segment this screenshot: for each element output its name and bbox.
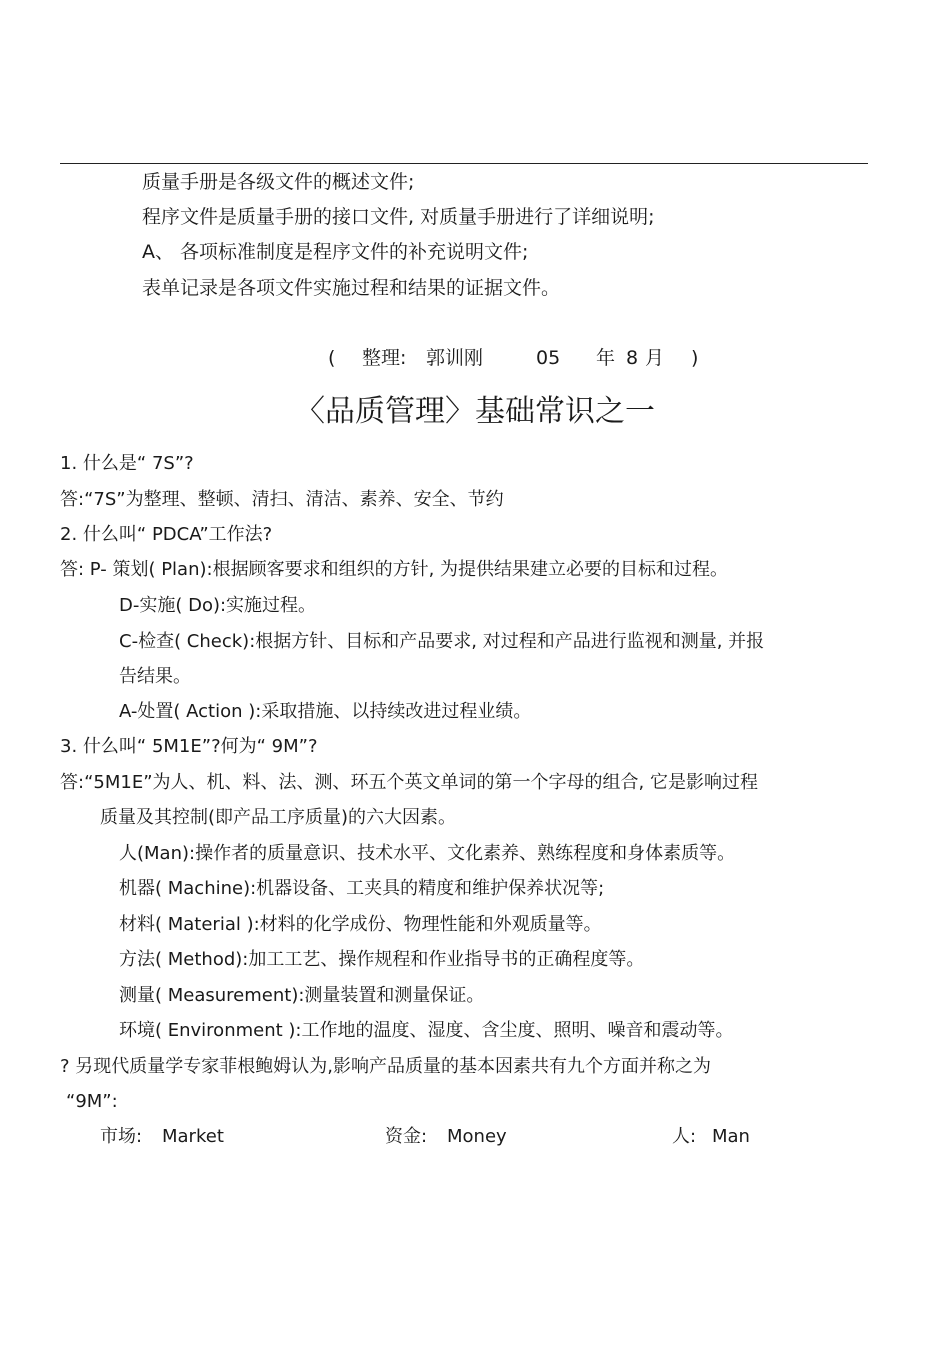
nine-m-label: “9M”: bbox=[66, 1091, 118, 1112]
credit-label: 整理: bbox=[362, 347, 407, 369]
nine-m-money-value: Money bbox=[447, 1126, 507, 1147]
credit-month: 8 bbox=[626, 347, 639, 369]
intro-line-1: 质量手册是各级文件的概述文件; bbox=[142, 171, 415, 193]
factor-environment: 环境( Environment ):工作地的温度、湿度、含尘度、照明、噪音和震动等。 bbox=[119, 1020, 734, 1041]
q2-answer-check-cont: 告结果。 bbox=[119, 666, 191, 687]
credit-close-paren: ) bbox=[691, 347, 699, 369]
q3-answer: 答:“5M1E”为人、机、料、法、测、环五个英文单词的第一个字母的组合, 它是影响过程 bbox=[60, 772, 758, 793]
nine-m-man-value: Man bbox=[712, 1126, 750, 1147]
q3-question: 3. 什么叫“ 5M1E”?何为“ 9M”? bbox=[60, 736, 318, 757]
q2-answer-check: C-检查( Check):根据方针、目标和产品要求, 对过程和产品进行监视和测量, 并报 bbox=[119, 631, 765, 652]
nine-m-intro: ? 另现代质量学专家菲根鲍姆认为,影响产品质量的基本因素共有九个方面并称之为 bbox=[60, 1056, 711, 1077]
nine-m-market-value: Market bbox=[162, 1126, 224, 1147]
credit-year-unit: 年 bbox=[596, 347, 616, 369]
factor-machine: 机器( Machine):机器设备、工夹具的精度和维护保养状况等; bbox=[119, 878, 605, 899]
factor-material: 材料( Material ):材料的化学成份、物理性能和外观质量等。 bbox=[119, 914, 602, 935]
intro-line-2: 程序文件是质量手册的接口文件, 对质量手册进行了详细说明; bbox=[142, 206, 655, 228]
intro-line-4: 表单记录是各项文件实施过程和结果的证据文件。 bbox=[142, 277, 561, 299]
nine-m-man-label: 人: bbox=[672, 1126, 697, 1147]
factor-method: 方法( Method):加工工艺、操作规程和作业指导书的正确程度等。 bbox=[119, 949, 645, 970]
credit-name: 郭训刚 bbox=[426, 347, 484, 369]
header-rule bbox=[60, 163, 868, 164]
intro-line-3: A、 各项标准制度是程序文件的补充说明文件; bbox=[142, 241, 529, 263]
document-title: 〈品质管理〉基础常识之一 bbox=[295, 394, 655, 429]
q1-question: 1. 什么是“ 7S”? bbox=[60, 453, 194, 474]
q2-answer-do: D-实施( Do):实施过程。 bbox=[119, 595, 317, 616]
nine-m-market-label: 市场: bbox=[100, 1126, 143, 1147]
q2-answer-action: A-处置( Action ):采取措施、以持续改进过程业绩。 bbox=[119, 701, 532, 722]
q3-answer-cont: 质量及其控制(即产品工序质量)的六大因素。 bbox=[100, 807, 457, 828]
q1-answer: 答:“7S”为整理、整顿、清扫、清洁、素养、安全、节约 bbox=[60, 489, 504, 510]
nine-m-money-label: 资金: bbox=[385, 1126, 428, 1147]
credit-year: 05 bbox=[536, 347, 561, 369]
credit-month-unit: 月 bbox=[645, 347, 665, 369]
q2-question: 2. 什么叫“ PDCA”工作法? bbox=[60, 524, 273, 545]
factor-man: 人(Man):操作者的质量意识、技术水平、文化素养、熟练程度和身体素质等。 bbox=[119, 843, 736, 864]
q2-answer-plan: 答: P- 策划( Plan):根据顾客要求和组织的方针, 为提供结果建立必要的目标和过程。 bbox=[60, 559, 729, 580]
credit-open-paren: ( bbox=[328, 347, 336, 369]
factor-measurement: 测量( Measurement):测量装置和测量保证。 bbox=[119, 985, 485, 1006]
